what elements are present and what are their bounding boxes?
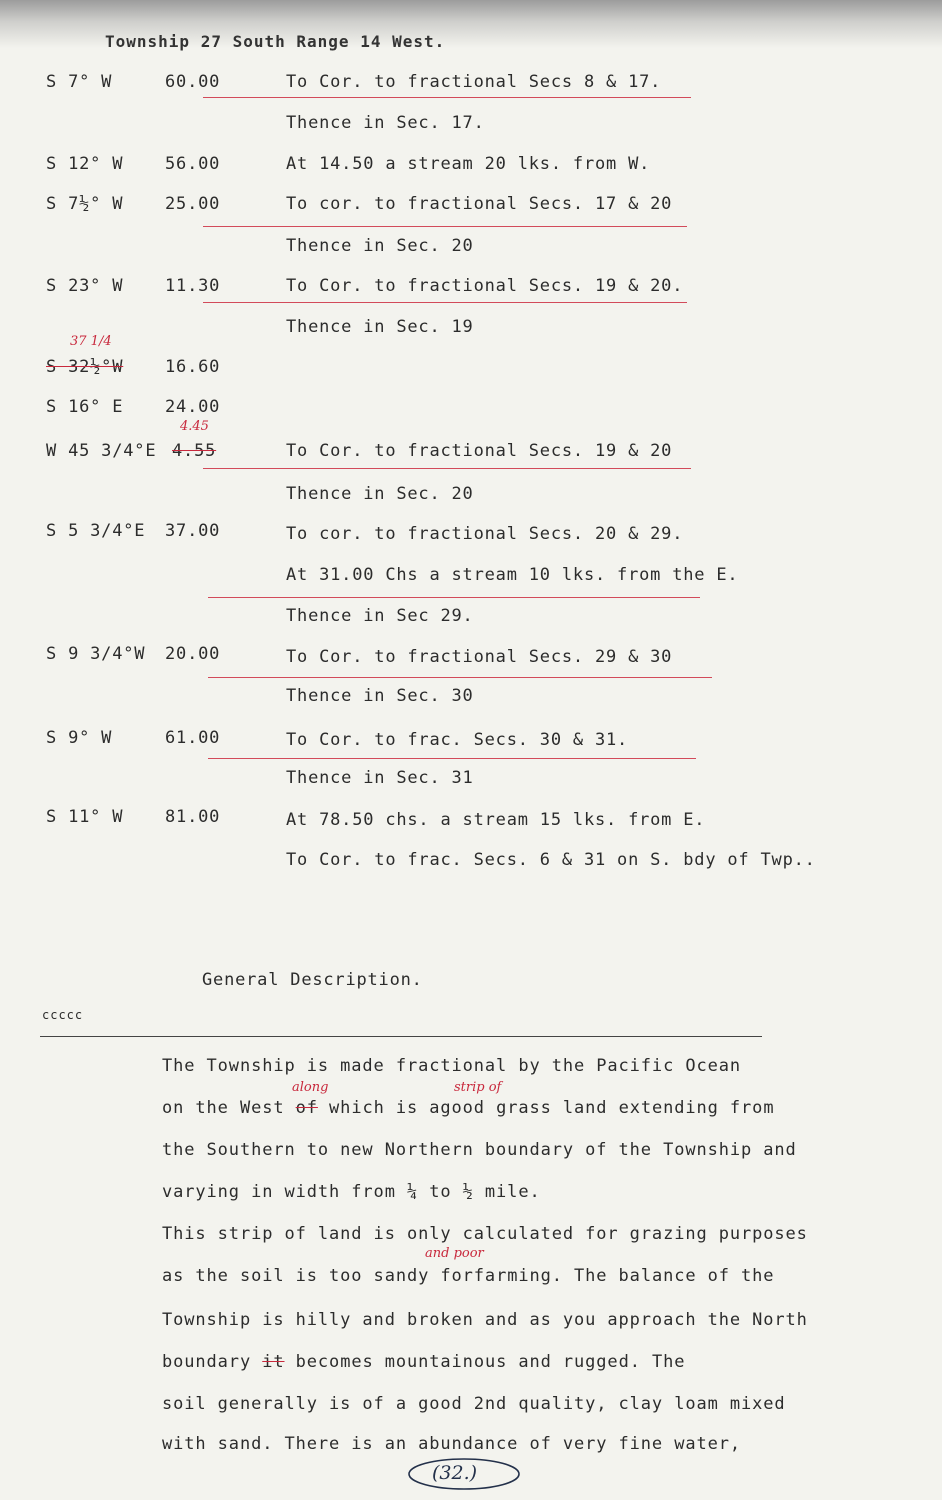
text-segment: forfarming. The balance of the bbox=[440, 1266, 775, 1286]
distance: 16.60 bbox=[165, 357, 221, 377]
description-line bbox=[162, 1098, 774, 1118]
note: At 14.50 a stream 20 lks. from W. bbox=[286, 154, 651, 174]
note: To Cor. to fractional Secs. 19 & 20 bbox=[286, 441, 673, 461]
distance: 56.00 bbox=[165, 154, 221, 174]
section-rule bbox=[40, 1036, 762, 1037]
bearing: S 7½° W bbox=[46, 194, 124, 214]
red-rule bbox=[208, 597, 700, 598]
description-line: The Township is made fractional by the Pacific Ocean bbox=[162, 1056, 742, 1076]
distance: 11.30 bbox=[165, 276, 221, 296]
distance: 61.00 bbox=[165, 728, 221, 748]
note: Thence in Sec. 17. bbox=[286, 113, 485, 133]
bearing: S 9° W bbox=[46, 728, 113, 748]
description-line: the Southern to new Northern boundary of the Township and bbox=[162, 1140, 797, 1160]
handwritten-insertion: along bbox=[292, 1080, 329, 1095]
description-line bbox=[162, 1352, 685, 1372]
bearing: S 23° W bbox=[46, 276, 124, 296]
red-rule bbox=[203, 302, 687, 303]
red-rule bbox=[203, 226, 687, 227]
note: To Cor. to fractional Secs. 19 & 20. bbox=[286, 276, 684, 296]
struck-distance: 4.55 bbox=[172, 441, 217, 461]
red-rule bbox=[203, 97, 691, 98]
distance: 60.00 bbox=[165, 72, 221, 92]
note: Thence in Sec. 31 bbox=[286, 768, 474, 788]
text-segment: good grass land extending from bbox=[440, 1098, 775, 1118]
text-segment: on the West bbox=[162, 1098, 285, 1118]
text-segment: which is a bbox=[329, 1098, 441, 1118]
text-segment: becomes mountainous and rugged. The bbox=[295, 1352, 686, 1372]
handwritten-insertion: and poor bbox=[425, 1246, 484, 1261]
distance: 20.00 bbox=[165, 644, 221, 664]
note: Thence in Sec. 19 bbox=[286, 317, 474, 337]
page-number-text: (32.) bbox=[432, 1462, 478, 1484]
distance: 37.00 bbox=[165, 521, 221, 541]
description-line: Township is hilly and broken and as you approach the North bbox=[162, 1310, 808, 1330]
text-segment: boundary bbox=[162, 1352, 252, 1372]
description-line: This strip of land is only calculated for grazing purposes bbox=[162, 1224, 808, 1244]
note: To Cor. to fractional Secs 8 & 17. bbox=[286, 72, 662, 92]
handwritten-correction: 4.45 bbox=[180, 419, 209, 434]
note: To cor. to fractional Secs. 17 & 20 bbox=[286, 194, 673, 214]
description-line: with sand. There is an abundance of very fine water, bbox=[162, 1434, 742, 1454]
note: To Cor. to fractional Secs. 29 & 30 bbox=[286, 647, 673, 667]
ornament-dots: ccccc bbox=[42, 1008, 84, 1022]
bearing: W 45 3/4°E bbox=[46, 441, 157, 461]
description-line: soil generally is of a good 2nd quality, clay loam mixed bbox=[162, 1394, 786, 1414]
distance: 25.00 bbox=[165, 194, 221, 214]
bearing: S 16° E bbox=[46, 397, 124, 417]
note: Thence in Sec. 20 bbox=[286, 484, 474, 504]
distance: 24.00 bbox=[165, 397, 221, 417]
description-line bbox=[162, 1266, 774, 1286]
bearing: S 7° W bbox=[46, 72, 113, 92]
note: Thence in Sec. 20 bbox=[286, 236, 474, 256]
section-title: General Description. bbox=[202, 970, 423, 990]
page-header: Township 27 South Range 14 West. bbox=[105, 32, 446, 51]
note: At 31.00 Chs a stream 10 lks. from the E. bbox=[286, 565, 739, 585]
note: At 78.50 chs. a stream 15 lks. from E. bbox=[286, 810, 706, 830]
bearing: S 12° W bbox=[46, 154, 124, 174]
page-number bbox=[404, 1456, 524, 1496]
note: To cor. to fractional Secs. 20 & 29. bbox=[286, 524, 684, 544]
note: To Cor. to frac. Secs. 6 & 31 on S. bdy of Twp.. bbox=[286, 850, 816, 870]
red-rule bbox=[208, 677, 712, 678]
bearing: S 11° W bbox=[46, 807, 124, 827]
struck-word: it bbox=[262, 1352, 285, 1372]
handwritten-insertion: strip of bbox=[454, 1080, 502, 1095]
description-line: varying in width from ¼ to ½ mile. bbox=[162, 1182, 541, 1202]
distance: 81.00 bbox=[165, 807, 221, 827]
handwritten-correction: 37 1/4 bbox=[70, 334, 112, 349]
note: Thence in Sec 29. bbox=[286, 606, 474, 626]
red-rule bbox=[203, 468, 691, 469]
struck-bearing: S 32½°W bbox=[46, 357, 124, 377]
red-rule bbox=[208, 758, 696, 759]
bearing: S 5 3/4°E bbox=[46, 521, 146, 541]
note: To Cor. to frac. Secs. 30 & 31. bbox=[286, 730, 629, 750]
bearing: S 9 3/4°W bbox=[46, 644, 146, 664]
note: Thence in Sec. 30 bbox=[286, 686, 474, 706]
struck-word: of bbox=[295, 1098, 318, 1118]
text-segment: as the soil is too sandy bbox=[162, 1266, 430, 1286]
